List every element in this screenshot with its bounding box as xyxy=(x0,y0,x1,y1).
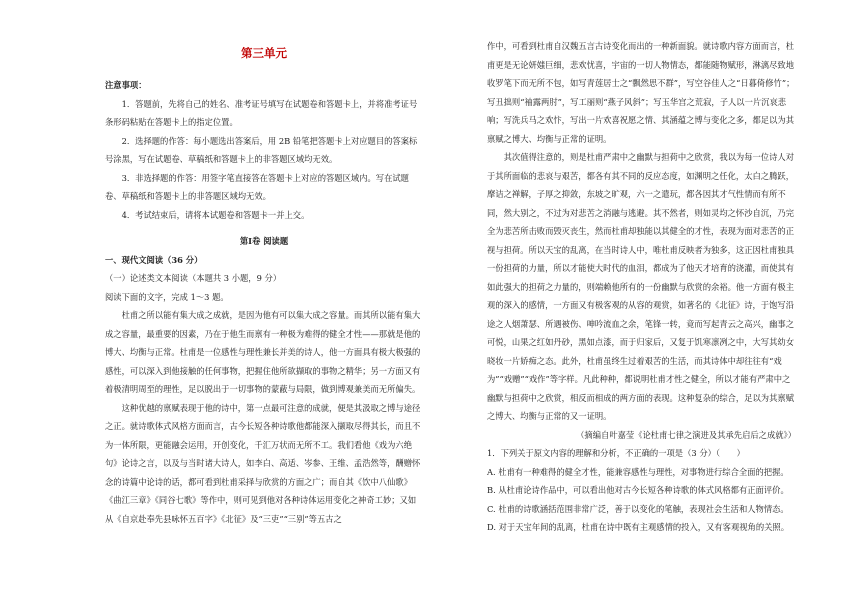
option-a: A. 杜甫有一种难得的健全才性，能兼容感性与理性，对事物进行综合全面的把握。 xyxy=(487,466,789,477)
right-column xyxy=(487,0,796,537)
question-1: 1．下列关于原文内容的理解和分析，不正确的一项是（3 分）（ ） xyxy=(487,448,745,458)
article-paragraph-2-continued: 作中，可看到杜甫自汉魏五言古诗变化而出的一种新面貌。就诗歌内容方面而言，杜甫更是无论妍媸巨细，悲欢忧喜，宇宙的一切人物情态，都能随物赋形，淋漓尽致地收罗笔下而无所不包，如写青莲居士之“飘然思不群”，写空谷佳人之“日暮倚修竹”；写丑拙则“袖露两肘”，写工丽则“燕子风斜”；写玉华宫之荒寂，子人以一片沉哀悲响；写洗兵马之欢忭，写出一片欢喜祝愿之情、其涵蕴之博与变化之多，都足以为其禀赋之博大、均衡与正常的证明。 xyxy=(487,41,795,144)
article-paragraph-3: 其次值得注意的，则是杜甫严肃中之幽默与担荷中之欣赏，我以为每一位诗人对于其所面临的悲哀与艰苦，都各有其不同的反应态度，如渊明之任化，太白之腾跃，摩诘之禅解，子厚之抑敛，东坡之旷观，六一之遣玩，都各因其才气性情而有所不同，然大别之，不过为对悲苦之消融与逃避。其不然者，则如灵均之怀沙自沉，乃完全为悲苦所击败而毁灭丧生，然而杜甫却独能以其健全的才性，表现为面对悲苦的正视与担荷。所以天宝的乱离，在当时诗人中，唯杜甫反映者为独多，这正因杜甫独具一份担荷的力量，所以才能使大时代的血泪，都成为了他天才培育的浇灌，而使其有如此强大的担荷之力量的，则端赖他所有的一份幽默与欣赏的余裕。他一方面有极主观的深入的感情，一方面又有极客观的从容的观赏，如著名的《北征》诗，于饱写沿途之人烟萧瑟、所遇被伤、呻吟流血之余，笔锋一转，竟而写起青云之高兴，幽事之可悦，山果之红如丹砂，黑如点漆，而于归家后，又复于饥寒凛冽之中，大写其幼女晓妆一片娇痴之态。此外，杜甫虽终生过着艰苦的生活，而其诗体中却往往有“戏为”“戏赠”“戏作”等字样。凡此种种，都说明杜甫才性之健全，所以才能有严肃中之幽默与担荷中之欣赏，相反而相成的两方面的表现。这种复杂的综合，足以为其禀赋之博大、均衡与正常的又一证明。 xyxy=(487,152,794,421)
option-d: D. 对于天宝年间的乱离，杜甫在诗中既有主观感情的投入，又有客观视角的关照。 xyxy=(487,522,790,532)
notice-item-1: 1．答题前，先将自己的姓名、准考证号填写在试题卷和答题卡上，并将准考证号条形码粘贴在答题卡上的指定位置。 xyxy=(105,98,418,127)
article-paragraph-2: 这种优越的禀赋表现于他的诗中，第一点最可注意的成就，便是其汲取之博与途径之正。就诗歌体式风格方面而言，古今长短各种诗歌他都能深入撷取尽得其长，而且不为一体所限，更能融会运用，开创变化，千汇万状而无所不工。我们看他《戏为六绝句》论诗之言，以及与当时诸大诗人，如李白、高适、岑参、王维、孟浩然等，酬赠怀念的诗篇中论诗的话，都可看到杜甫采择与欣赏的方面之广；而自其《饮中八仙歌》《曲江三章》《同谷七歌》等作中，则可见到他对各种诗体运用变化之神奇工妙；又如从《自京赴奉先县咏怀五百字》《北征》及“三吏”“三别”等五古之 xyxy=(105,402,421,524)
article-source: （摘编自叶嘉莹《论杜甫七律之演进及其承先启后之成就》） xyxy=(576,429,796,440)
notice-item-3: 3．非选择题的作答：用签字笔直接答在答题卡上对应的答题区域内。写在试题卷、草稿纸和答题卡上的非答题区域均无效。 xyxy=(105,172,409,201)
option-c: C. 杜甫的诗歌涵括范围非常广泛，善于以变化的笔触，表现社会生活和人物情态。 xyxy=(487,503,789,514)
subsection-heading: （一）论述类文本阅读（本题共 3 小题，9 分） xyxy=(105,273,282,283)
left-column xyxy=(105,0,423,528)
notice-heading: 注意事项： xyxy=(105,80,147,90)
notice-item-4: 4．考试结束后，请将本试题卷和答题卡一并上交。 xyxy=(121,209,310,220)
option-b: B. 从杜甫论诗作品中，可以看出他对古今长短各种诗歌的体式风格都有正面评价。 xyxy=(487,485,789,495)
volume-title: 第Ⅰ卷 阅读题 xyxy=(239,236,289,246)
section-heading: 一、现代文阅读（36 分） xyxy=(105,254,203,265)
notice-item-2: 2．选择题的作答：每小题选出答案后，用 2B 铅笔把答题卡上对应题目的答案标号涂黑，写在试题卷、草稿纸和答题卡上的非答题区域均无效。 xyxy=(105,135,418,164)
article-paragraph-1: 杜甫之所以能有集大成之成就，是因为他有可以集大成之容量。而其所以能有集大成之容量，最重要的因素，乃在于他生而禀有一种极为难得的健全才性——那就是他的博大、均衡与正常。杜甫是一位感性与理性兼长并美的诗人，他一方面具有极大极强的感性，可以深入到他接触的任何事物，把握住他所欲撷取的事物之精华；另一方面又有着极清明周至的理性，足以脱出于一切事物的蒙蔽与局限，做到博观兼美而无所偏失。 xyxy=(105,310,421,394)
reading-instruction: 阅读下面的文字，完成 1～3 题。 xyxy=(105,291,229,302)
unit-title: 第三单元 xyxy=(241,46,287,60)
